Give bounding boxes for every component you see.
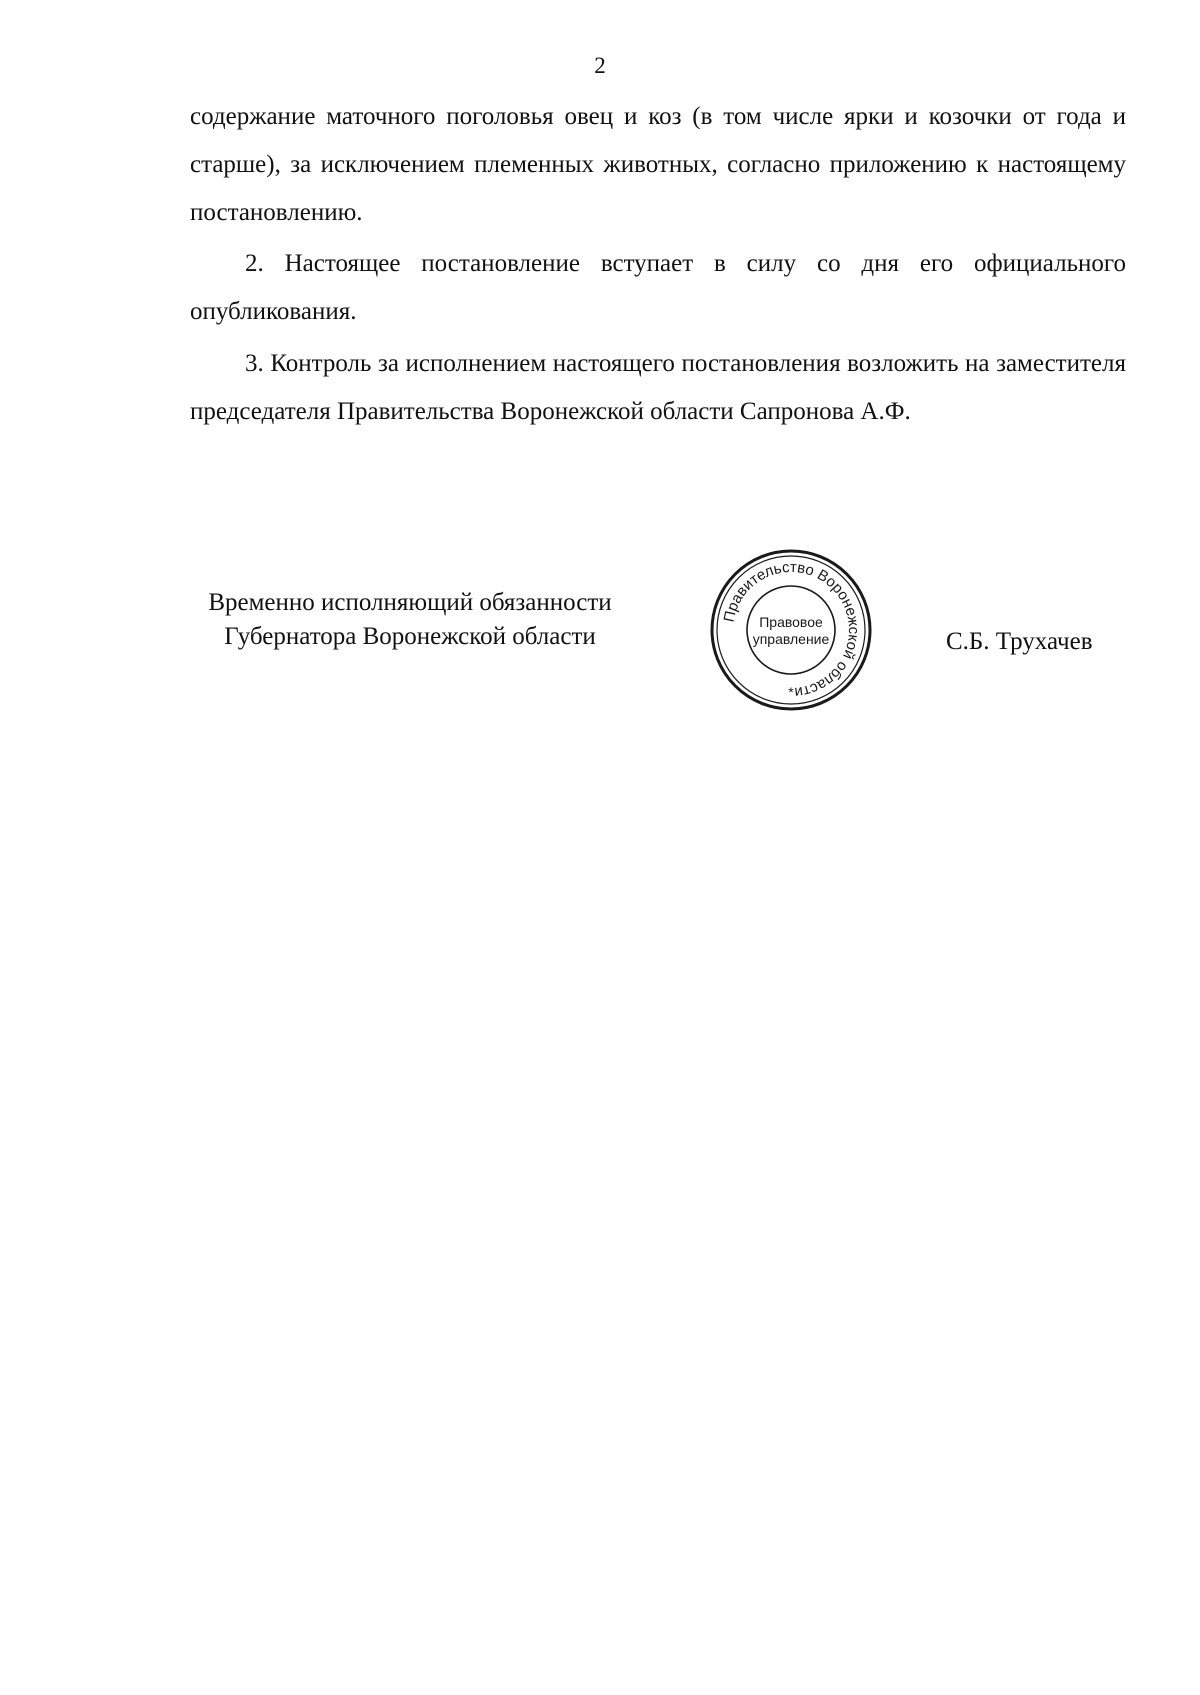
- paragraph-2: [190, 240, 1126, 336]
- signer-title-line-2: Губернатора Воронежской области: [224, 623, 596, 650]
- official-stamp: [708, 547, 874, 713]
- paragraph-3: [190, 340, 1126, 436]
- paragraph-3-text: 3. Контроль за исполнением настоящего постановления возложить на заместителя председателя Правительства Воронежской области Сапронова А.Ф.: [190, 350, 1126, 425]
- signer-name: С.Б. Трухачев: [946, 628, 1093, 655]
- stamp-inner-ring: [717, 556, 865, 704]
- stamp-center-line-2: управление: [752, 631, 830, 647]
- paragraph-2-text: 2. Настоящее постановление вступает в силу со дня его официального опубликования.: [190, 250, 1126, 325]
- stamp-star: *: [788, 684, 794, 700]
- paragraph-1: [190, 93, 1126, 237]
- signer-title-line-1: Временно исполняющий обязанности: [208, 589, 612, 616]
- stamp-center-ring: [747, 586, 835, 674]
- stamp-center-line-1: Правовое: [759, 614, 823, 630]
- page-number: 2: [594, 53, 606, 78]
- signer-title: [160, 586, 660, 654]
- stamp-ring-text: Правительство Воронежской области: [720, 558, 863, 701]
- paragraph-1-text: содержание маточного поголовья овец и коз (в том числе ярки и козочки от года и старше), за исключением племенных животных, согласно приложению к настоящему постановлению.: [190, 103, 1126, 226]
